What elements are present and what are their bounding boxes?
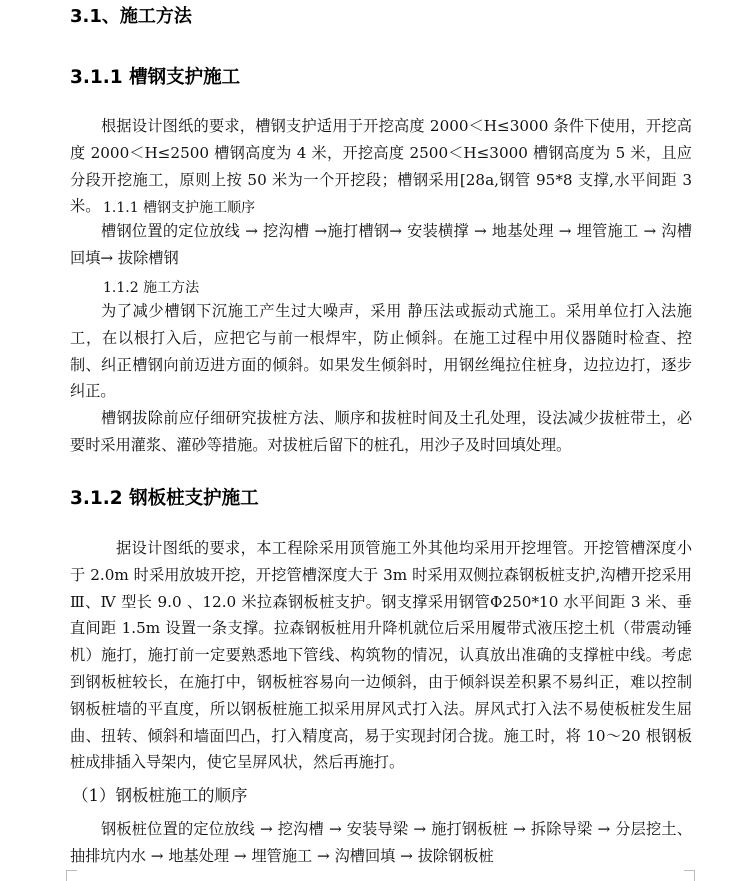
subheading-construction-order: 1.1.1 槽钢支护施工顺序 — [103, 200, 256, 216]
subsection-heading-sheet-pile: 3.1.2 钢板桩支护施工 — [70, 488, 259, 509]
paragraph-sheet-pile-order: 钢板桩位置的定位放线 → 挖沟槽 → 安装导梁 → 施打钢板桩 → 拆除导梁 → 分层挖土、抽排坑内水 → 地基处理 → 埋管施工 → 沟槽回填 → 拔除钢板桩 — [70, 820, 692, 865]
paragraph-pile-removal: 槽钢拔除前应仔细研究拔桩方法、顺序和拔桩时间及土孔处理，设法减少拔桩带土，必要时采用灌浆、灌砂等措施。对拔桩后留下的桩孔，用沙子及时回填处理。 — [70, 409, 692, 454]
paragraph-construction-order: 槽钢位置的定位放线 → 挖沟槽 →施打槽钢→ 安装横撑 → 地基处理 → 埋管施工 → 沟槽回填→ 拔除槽钢 — [70, 222, 692, 267]
subheading-construction-method: 1.1.2 施工方法 — [103, 280, 200, 296]
paragraph-construction-method: 为了减少槽钢下沉施工产生过大噪声，采用 静压法或振动式施工。采用单位打入法施工，在以根打入后，应把它与前一根焊牢，防止倾斜。在施工过程中用仪器随时检查、控制、纠正槽钢向前迈进方面的倾斜。如果发生倾斜时，用钢丝绳拉住桩身，边拉边打，逐步纠正。 — [70, 302, 692, 401]
page-corner-mark-left — [66, 870, 77, 881]
subsection-heading-channel-steel: 3.1.1 槽钢支护施工 — [70, 67, 241, 88]
list-item-sheet-pile-order: （1）钢板桩施工的顺序 — [72, 786, 248, 805]
paragraph-sheet-pile-body: 据设计图纸的要求，本工程除采用顶管施工外其他均采用开挖埋管。开挖管槽深度小于 2.0m 时采用放坡开挖，开挖管槽深度大于 3m 时采用双侧拉森钢板桩支护,沟槽开挖采用Ⅲ、Ⅳ 型长 9.0 、12.0 米拉森钢板桩支护。钢支撑采用钢管Φ250*10 水平间距 3 米、垂直间距 1.5m 设置一条支撑。拉森钢板桩用升降机就位后采用履带式液压挖土机（带震动锤机）施打，施打前一定要熟悉地下管线、构筑物的情况，认真放出准确的支撑桩中线。考虑到钢板桩较长，在施打中，钢板桩容易向一边倾斜，由于倾斜误差积累不易纠正，难以控制钢板桩墙的平直度，所以钢板桩施工拟采用屏风式打入法。屏风式打入法不易使板桩发生屈曲、扭转、倾斜和墙面凹凸，打入精度高，易于实现封闭合拢。施工时，将 10～20 根钢板桩成排插入导架内，使它呈屏风状，然后再施打。 — [70, 539, 692, 772]
section-heading: 3.1、施工方法 — [70, 6, 192, 27]
paragraph-channel-steel-intro: 根据设计图纸的要求，槽钢支护适用于开挖高度 2000＜H≤3000 条件下使用，开挖高度 2000＜H≤2500 槽钢高度为 4 米，开挖高度 2500＜H≤3000 槽钢高度为 5 米，且应分段开挖施工，原则上按 50 米为一个开挖段；槽钢采用[28a,钢管 95*8 支撑,水平间距 3 米。 — [70, 117, 692, 216]
page-corner-mark-right — [684, 870, 695, 881]
